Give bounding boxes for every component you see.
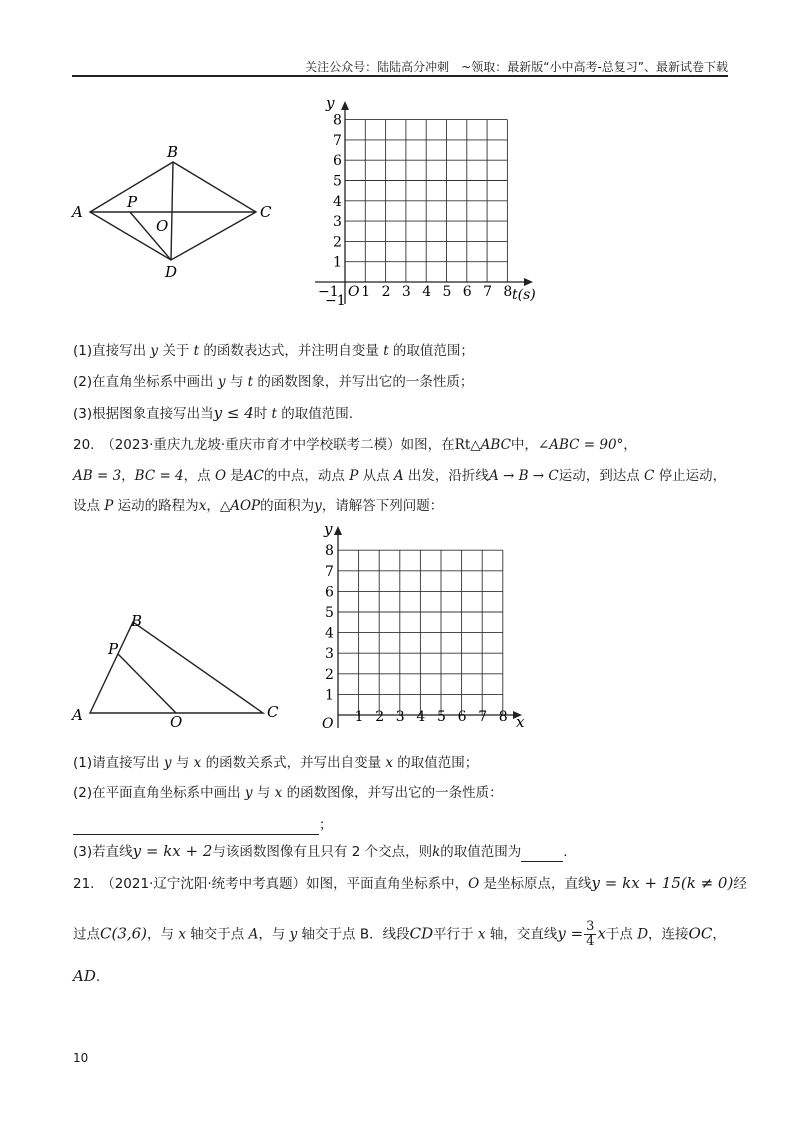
x-tick-label: 6 (462, 284, 472, 300)
x-tick-label: 2 (375, 709, 385, 725)
y-tick-label: 2 (333, 234, 342, 251)
q20-stem-line2: AB = 3，BC = 4，点 O 是AC的中点，动点 P 从点 A 出发，沿折线A → B → C运动，到达点 C 停止运动， (73, 468, 727, 484)
header-rule (72, 75, 728, 77)
y-tick-label: 4 (333, 193, 342, 210)
y-tick-label: 6 (333, 153, 342, 170)
y-tick-label: 1 (325, 687, 334, 704)
y-tick-label: 8 (325, 543, 334, 560)
rhombus-figure (70, 140, 290, 290)
y-tick-label: 5 (325, 605, 334, 621)
label-a: A (72, 203, 83, 221)
q20-stem-line1: 20. （2023·重庆九龙坡·重庆市育才中学校联考二模）如图，在Rt△ABC中，∠ABC = 90°， (73, 437, 637, 453)
label-p: P (127, 193, 138, 211)
x-tick-label: 1 (361, 284, 371, 300)
label-b: B (131, 612, 143, 630)
y-tick-label: 2 (325, 666, 334, 683)
y-tick-label: 8 (333, 112, 342, 129)
y-tick-label: 5 (333, 173, 342, 190)
triangle-figure (70, 610, 300, 735)
y-tick-label: 7 (333, 132, 342, 149)
y-axis-label: y (326, 94, 335, 112)
q19-part3: (3)根据图象直接写出当y ≤ 4时 t 的取值范围. (73, 404, 354, 422)
label-o: O (170, 713, 183, 731)
x-tick-label: 8 (503, 284, 513, 300)
coordinate-grid-2 (318, 522, 530, 734)
q20-part2: (2)在平面直角坐标系中画出 y 与 x 的函数图像，并写出它的一条性质： (73, 785, 503, 801)
x-tick-label: 2 (381, 284, 391, 300)
x-tick-label: 3 (395, 709, 405, 725)
triangle-abc (90, 622, 263, 713)
x-tick-label: 8 (498, 709, 508, 725)
coordinate-grid-1 (300, 92, 550, 307)
x-tick-label: 7 (483, 284, 493, 300)
y-axis-arrow (341, 101, 349, 110)
q21-stem-line3: AD. (73, 967, 101, 985)
fraction-three-quarters: $\frac{3}{4}$ (586, 919, 595, 949)
label-c: C (267, 703, 279, 721)
x-tick-label: 3 (401, 284, 411, 300)
y-tick-label: 4 (325, 625, 334, 642)
x-axis-label: x (516, 713, 525, 731)
q19-part2: (2)在直角坐标系中画出 y 与 t 的函数图象，并写出它的一条性质； (73, 374, 474, 390)
page-number: 10 (73, 1051, 89, 1065)
page-header: 关注公众号：陆陆高分冲刺 ~领取：最新版“小中高考-总复习”、最新试卷下载 (305, 60, 728, 74)
y-tick-label: 3 (325, 646, 334, 663)
answer-blank[interactable] (73, 818, 319, 835)
q21-stem-line1: 21. （2021·辽宁沈阳·统考中考真题）如图，平面直角坐标系中，O 是坐标原点，直线y = kx + 15(k ≠ 0)经 (73, 874, 747, 892)
q21-stem-line2: 过点C(3,6)，与 x 轴交于点 A，与 y 轴交于点 B．线段CD平行于 x 轴，交直线y = $\frac{3}{4}$ x于点 D，连接OC， (73, 919, 726, 949)
label-d: D (165, 263, 178, 281)
label-o: O (156, 217, 169, 235)
x-neg-one: −1 (318, 284, 339, 300)
segment-po (118, 654, 176, 713)
x-tick-label: 1 (354, 709, 364, 725)
answer-blank-k[interactable] (521, 845, 563, 862)
x-tick-label: 4 (422, 284, 432, 300)
x-tick-label: 5 (442, 284, 452, 300)
origin-label: O (322, 716, 334, 732)
x-tick-label: 6 (457, 709, 467, 725)
y-axis-label: y (324, 522, 333, 538)
origin-label: O (348, 284, 360, 300)
q20-stem-line3: 设点 P 运动的路程为x，△AOP的面积为y，请解答下列问题： (73, 498, 444, 514)
q19-part1: (1)直接写出 y 关于 t 的函数表达式，并注明自变量 t 的取值范围； (73, 343, 474, 359)
y-tick-label: 6 (325, 584, 334, 601)
y-tick-label: 3 (333, 214, 342, 231)
y-axis-arrow (334, 526, 342, 535)
x-tick-label: 7 (478, 709, 488, 725)
x-tick-label: 4 (416, 709, 426, 725)
q20-part2-answer: ； (73, 815, 333, 835)
y-tick-label: 1 (333, 254, 342, 271)
label-p: P (108, 640, 119, 658)
x-tick-label: 5 (437, 709, 446, 725)
x-axis-label: t(s) (512, 287, 536, 303)
label-b: B (167, 143, 179, 161)
q20-part3: (3)若直线y = kx + 2与该函数图像有且只有 2 个交点，则k的取值范围为 . (73, 842, 568, 860)
label-c: C (260, 203, 272, 221)
y-neg-one: −1 (325, 293, 346, 307)
x-axis-arrow (524, 278, 533, 286)
q20-part1: (1)请直接写出 y 与 x 的函数关系式，并写出自变量 x 的取值范围； (73, 755, 479, 771)
y-tick-label: 7 (325, 563, 334, 580)
label-a: A (72, 706, 83, 724)
diagonal-bd (171, 162, 173, 260)
